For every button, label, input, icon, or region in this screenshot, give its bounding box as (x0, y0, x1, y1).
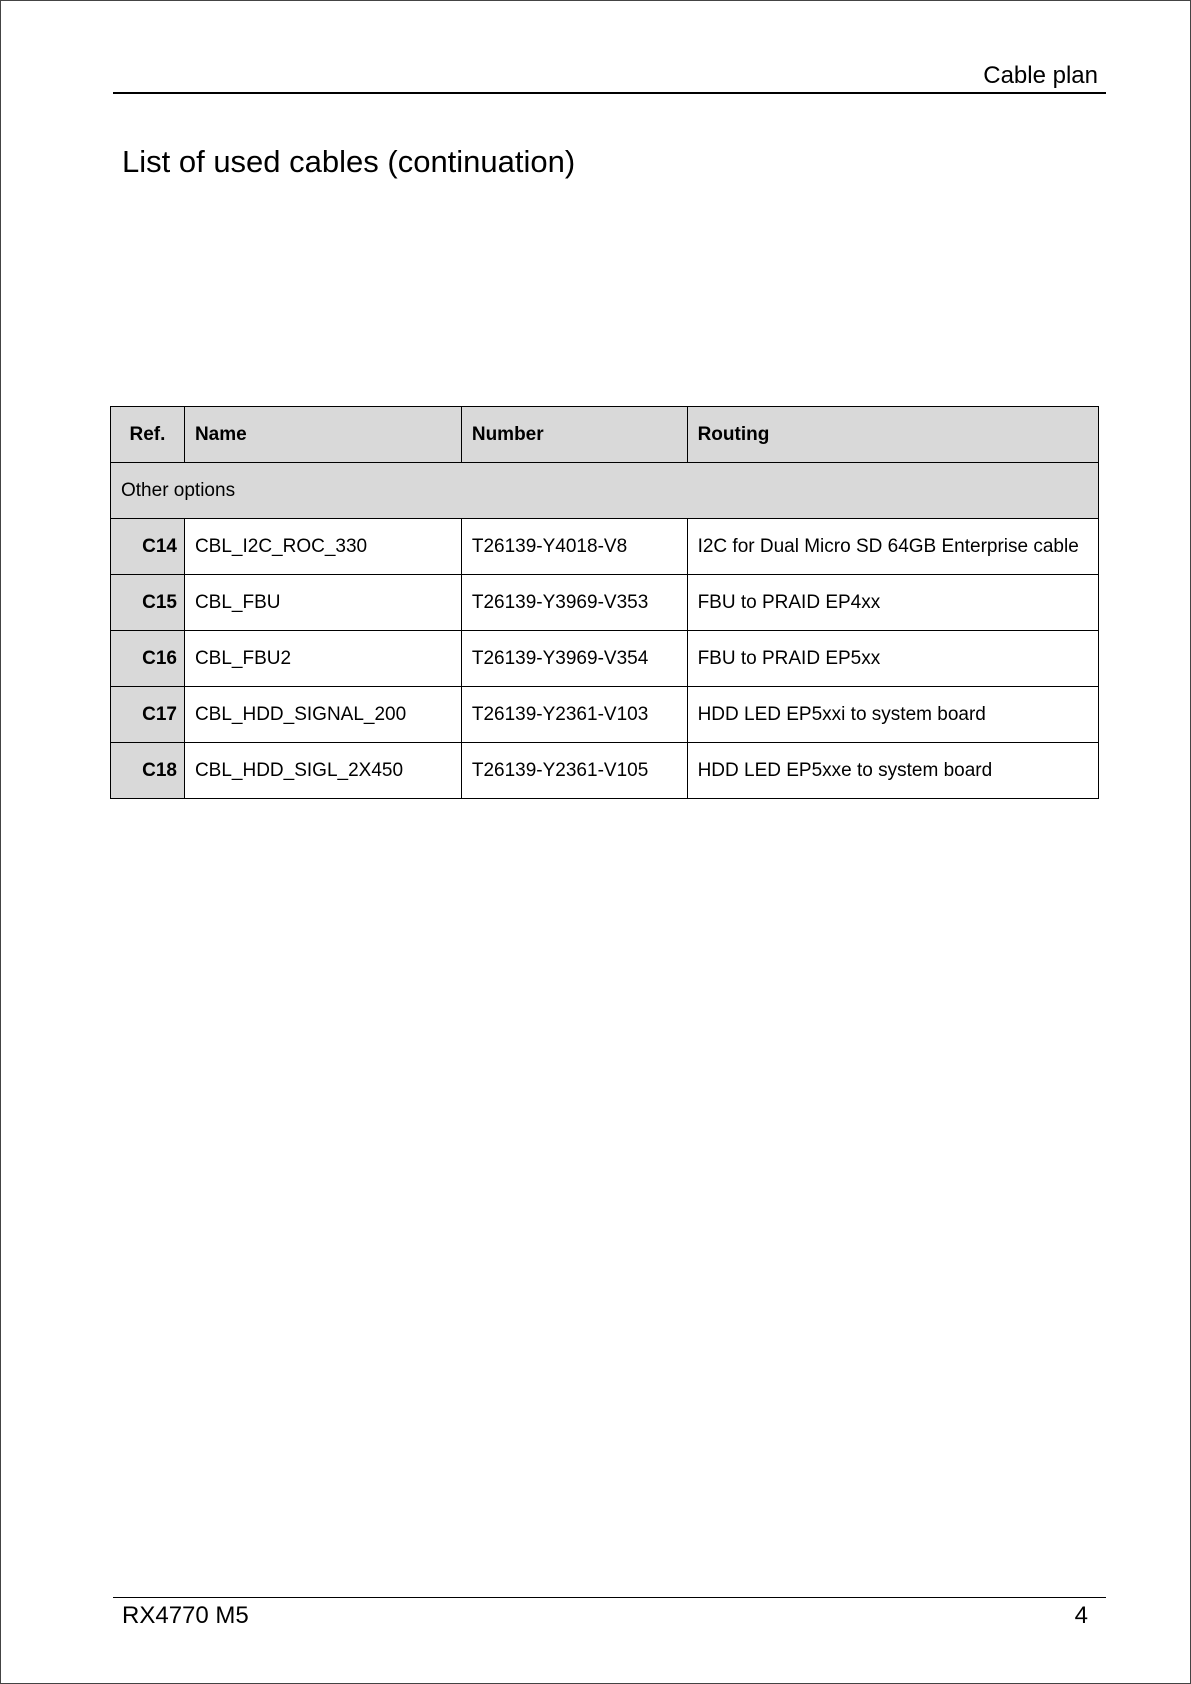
cell-ref: C18 (111, 743, 185, 799)
table-row (111, 687, 1099, 743)
table-header-row (111, 407, 1099, 463)
column-header-name: Name (184, 407, 461, 463)
cell-number: T26139-Y4018-V8 (461, 519, 687, 575)
cell-number: T26139-Y2361-V105 (461, 743, 687, 799)
cell-ref: C15 (111, 575, 185, 631)
cell-name: CBL_FBU (184, 575, 461, 631)
table-row (111, 519, 1099, 575)
page-title: List of used cables (continuation) (122, 144, 576, 179)
table-group-row (111, 463, 1099, 519)
column-header-ref: Ref. (111, 407, 185, 463)
table-row (111, 631, 1099, 687)
cell-routing: HDD LED EP5xxe to system board (687, 743, 1098, 799)
cell-name: CBL_I2C_ROC_330 (184, 519, 461, 575)
cell-number: T26139-Y2361-V103 (461, 687, 687, 743)
table-row (111, 743, 1099, 799)
running-header: Cable plan (983, 62, 1098, 89)
cell-ref: C14 (111, 519, 185, 575)
footer-rule (113, 1597, 1106, 1598)
page-number: 4 (1074, 1602, 1088, 1629)
footer-model: RX4770 M5 (122, 1602, 249, 1629)
cable-table (110, 406, 1099, 799)
group-label: Other options (111, 463, 1099, 519)
column-header-routing: Routing (687, 407, 1098, 463)
cell-routing: I2C for Dual Micro SD 64GB Enterprise cable (687, 519, 1098, 575)
cell-ref: C17 (111, 687, 185, 743)
cell-name: CBL_FBU2 (184, 631, 461, 687)
table-row (111, 575, 1099, 631)
cell-routing: HDD LED EP5xxi to system board (687, 687, 1098, 743)
cell-name: CBL_HDD_SIGL_2X450 (184, 743, 461, 799)
cell-routing: FBU to PRAID EP5xx (687, 631, 1098, 687)
cell-name: CBL_HDD_SIGNAL_200 (184, 687, 461, 743)
cell-number: T26139-Y3969-V354 (461, 631, 687, 687)
cell-number: T26139-Y3969-V353 (461, 575, 687, 631)
cell-routing: FBU to PRAID EP4xx (687, 575, 1098, 631)
cell-ref: C16 (111, 631, 185, 687)
header-rule (113, 92, 1106, 94)
column-header-number: Number (461, 407, 687, 463)
